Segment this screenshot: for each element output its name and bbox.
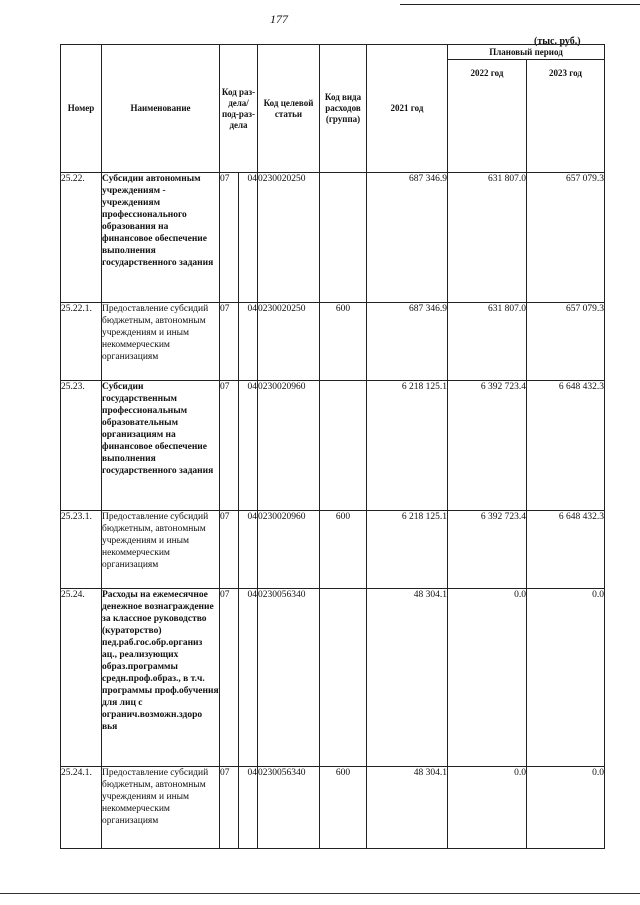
row-name: Расходы на ежемесячное денежное вознаграждение за классное руководство (кураторство) пед.раб.гос.обр.организ ац., реализующих образ.программы средн.проф.образ., в т.ч. программы проф.обучения для лиц с огранич.возможн.здоро вья (102, 589, 220, 767)
row-subsection-code: 04 (239, 589, 258, 767)
row-target-code: 0230056340 (258, 589, 320, 767)
row-target-code: 0230020250 (258, 303, 320, 381)
row-amount-2022: 0.0 (448, 589, 527, 767)
row-amount-2021: 6 218 125.1 (367, 511, 448, 589)
row-subsection-code: 04 (239, 381, 258, 511)
row-name: Предоставление субсидий бюджетным, автономным учреждениям и иным некоммерческим организациям (102, 303, 220, 381)
row-amount-2023: 0.0 (527, 767, 605, 849)
header-2022: 2022 год (448, 60, 527, 173)
row-section-code: 07 (220, 303, 239, 381)
row-amount-2023: 6 648 432.3 (527, 381, 605, 511)
header-number: Номер (61, 45, 102, 173)
row-expense-code: 600 (320, 303, 367, 381)
row-number: 25.24. (61, 589, 102, 767)
table-row (61, 303, 605, 381)
row-expense-code (320, 589, 367, 767)
table-body (61, 173, 605, 849)
row-amount-2023: 6 648 432.3 (527, 511, 605, 589)
row-section-code: 07 (220, 511, 239, 589)
table-row (61, 511, 605, 589)
row-amount-2023: 657 079.3 (527, 173, 605, 303)
row-subsection-code: 04 (239, 173, 258, 303)
row-target-code: 0230056340 (258, 767, 320, 849)
row-expense-code: 600 (320, 511, 367, 589)
row-amount-2021: 48 304.1 (367, 767, 448, 849)
row-expense-code (320, 173, 367, 303)
row-subsection-code: 04 (239, 303, 258, 381)
row-amount-2022: 6 392 723.4 (448, 381, 527, 511)
row-amount-2023: 0.0 (527, 589, 605, 767)
row-name: Субсидии автономным учреждениям - учреждениям профессионального образования на финансовое обеспечение выполнения государственного задания (102, 173, 220, 303)
row-number: 25.22. (61, 173, 102, 303)
table-row (61, 381, 605, 511)
row-subsection-code: 04 (239, 767, 258, 849)
row-expense-code: 600 (320, 767, 367, 849)
budget-table (60, 44, 605, 849)
row-subsection-code: 04 (239, 511, 258, 589)
bottom-rule (0, 893, 640, 894)
row-amount-2021: 687 346.9 (367, 303, 448, 381)
header-plan-period: Плановый период (448, 45, 605, 60)
row-amount-2021: 6 218 125.1 (367, 381, 448, 511)
header-target: Код целевой статьи (258, 45, 320, 173)
row-amount-2022: 631 807.0 (448, 303, 527, 381)
row-target-code: 0230020250 (258, 173, 320, 303)
table-row (61, 173, 605, 303)
row-amount-2022: 6 392 723.4 (448, 511, 527, 589)
row-amount-2021: 48 304.1 (367, 589, 448, 767)
row-section-code: 07 (220, 173, 239, 303)
header-section: Код раз-дела/ под-раз-дела (220, 45, 258, 173)
header-2021: 2021 год (367, 45, 448, 173)
row-amount-2023: 657 079.3 (527, 303, 605, 381)
table-row (61, 589, 605, 767)
row-amount-2022: 631 807.0 (448, 173, 527, 303)
row-name: Субсидии государственным профессиональным образовательным организациям на финансовое обеспечение выполнения государственного задания (102, 381, 220, 511)
row-number: 25.22.1. (61, 303, 102, 381)
table-row (61, 767, 605, 849)
top-rule (400, 4, 640, 5)
header-expense-type: Код вида расходов (группа) (320, 45, 367, 173)
row-amount-2022: 0.0 (448, 767, 527, 849)
row-section-code: 07 (220, 381, 239, 511)
row-section-code: 07 (220, 589, 239, 767)
units-label: (тыс. руб.) (534, 36, 581, 47)
header-2023: 2023 год (527, 60, 605, 173)
row-target-code: 0230020960 (258, 381, 320, 511)
row-expense-code (320, 381, 367, 511)
row-number: 25.23. (61, 381, 102, 511)
header-name: Наименование (102, 45, 220, 173)
row-target-code: 0230020960 (258, 511, 320, 589)
row-name: Предоставление субсидий бюджетным, автономным учреждениям и иным некоммерческим организациям (102, 767, 220, 849)
row-section-code: 07 (220, 767, 239, 849)
row-name: Предоставление субсидий бюджетным, автономным учреждениям и иным некоммерческим организациям (102, 511, 220, 589)
row-amount-2021: 687 346.9 (367, 173, 448, 303)
row-number: 25.23.1. (61, 511, 102, 589)
page-number: 177 (270, 12, 288, 26)
row-number: 25.24.1. (61, 767, 102, 849)
